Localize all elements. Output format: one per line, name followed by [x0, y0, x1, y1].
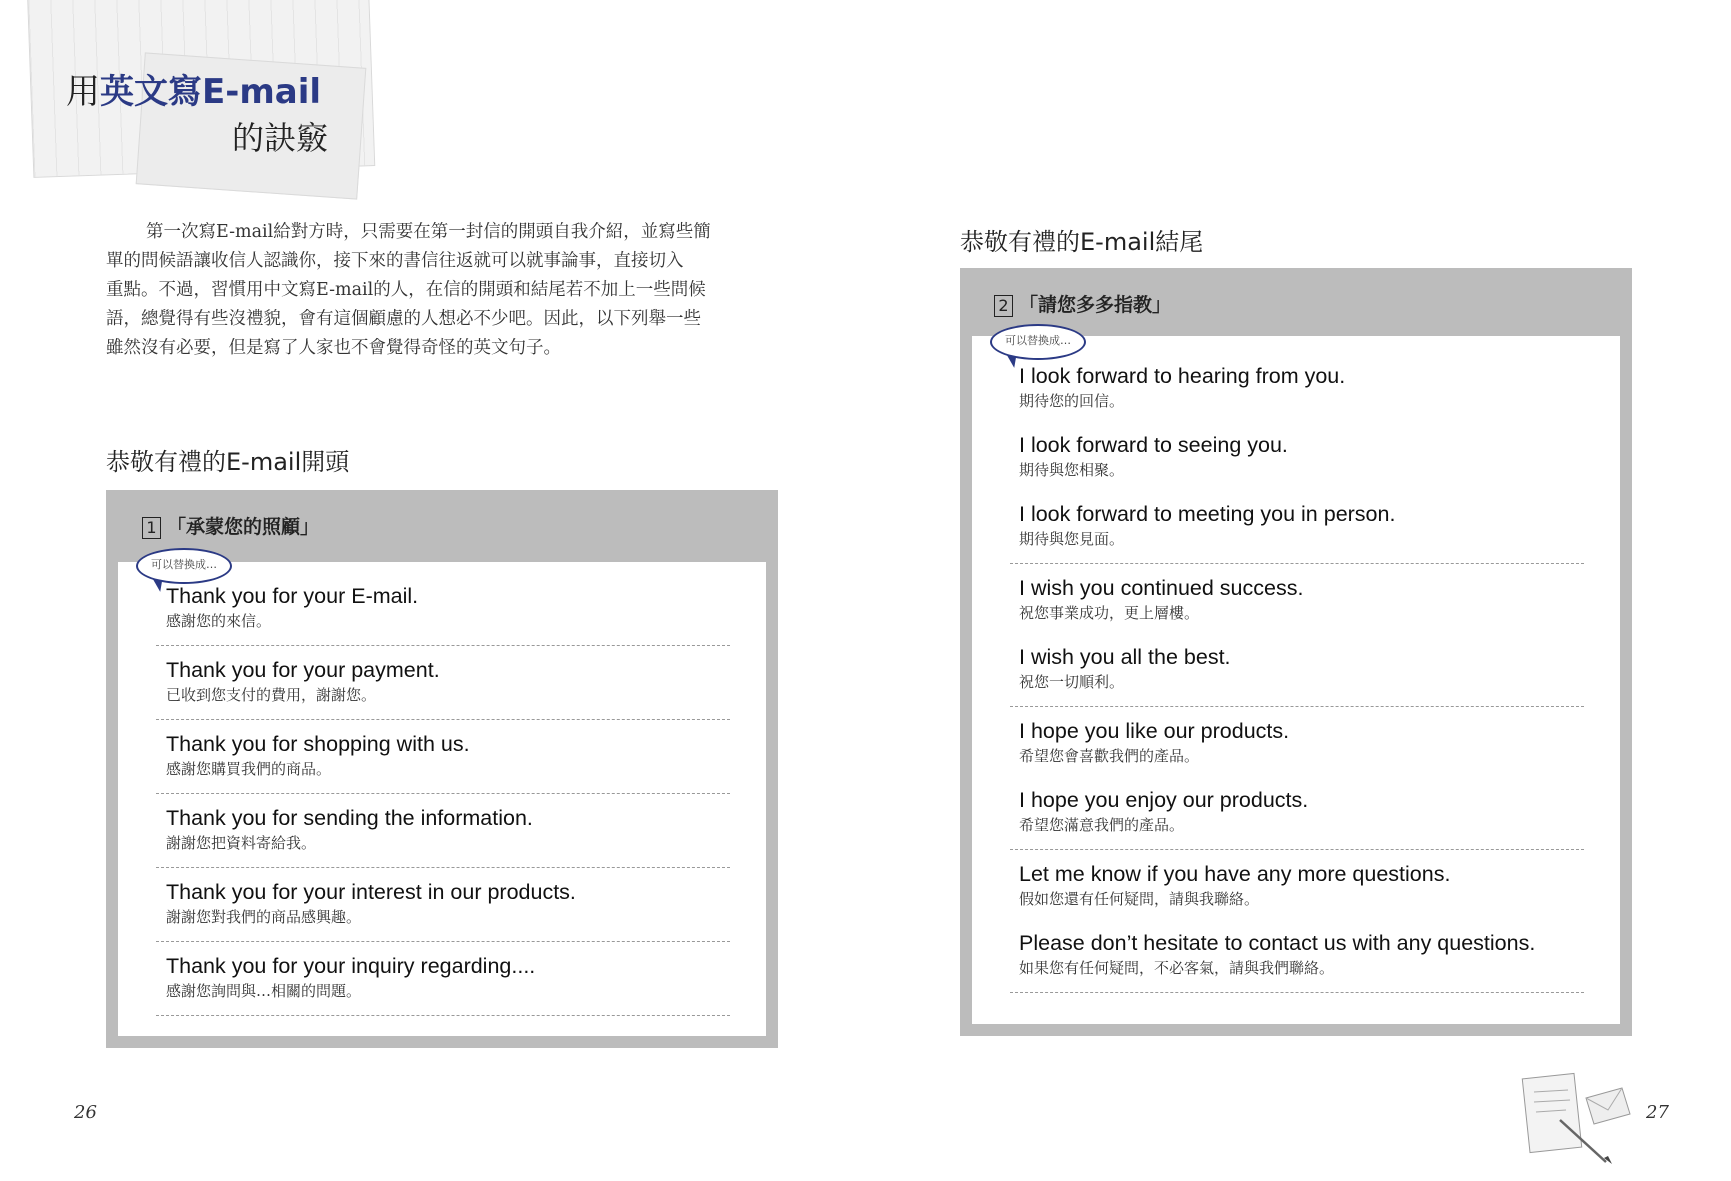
- title-highlight: 英文寫E-mail: [100, 72, 322, 112]
- right-section-heading: 恭敬有禮的E-mail結尾: [960, 228, 1204, 256]
- english-phrase: Thank you for your payment.: [166, 658, 440, 682]
- divider: [156, 645, 730, 646]
- list-item: [166, 658, 440, 705]
- chinese-translation: 感謝您的來信。: [166, 612, 272, 630]
- intro-line: 語，總覺得有些沒禮貌，會有這個顧慮的人想必不少吧。因此，以下列舉一些: [106, 309, 701, 329]
- right-box-title-text: 「請您多多指教」: [1019, 294, 1172, 316]
- title-prefix: 用: [66, 72, 100, 112]
- english-phrase: I hope you like our products.: [1019, 719, 1290, 743]
- divider: [1010, 706, 1584, 707]
- chinese-translation: 已收到您支付的費用，謝謝您。: [166, 686, 377, 704]
- list-item: [1019, 719, 1289, 766]
- chinese-translation: 祝您事業成功，更上層樓。: [1019, 604, 1200, 622]
- box-number: 1: [142, 517, 161, 539]
- divider: [1010, 563, 1584, 564]
- list-item: [1019, 502, 1395, 549]
- english-phrase: Thank you for sending the information.: [166, 806, 533, 830]
- list-item: [1019, 931, 1535, 978]
- chinese-translation: 感謝您購買我們的商品。: [166, 760, 332, 778]
- list-item: [1019, 364, 1345, 411]
- chinese-translation: 期待與您見面。: [1019, 530, 1125, 548]
- list-item: [166, 954, 535, 1001]
- left-section-heading: 恭敬有禮的E-mail開頭: [106, 448, 350, 476]
- chinese-translation: 希望您滿意我們的產品。: [1019, 816, 1185, 834]
- list-item: [1019, 788, 1308, 835]
- english-phrase: Thank you for your inquiry regarding....: [166, 954, 536, 978]
- page-number-left: 26: [74, 1102, 97, 1123]
- divider: [156, 1015, 730, 1016]
- english-phrase: Thank you for your E-mail.: [166, 584, 419, 608]
- chinese-translation: 感謝您詢問與…相關的問題。: [166, 982, 362, 1000]
- intro-line: 單的問候語讓收信人認識你，接下來的書信往返就可以就事論事，直接切入: [106, 251, 684, 271]
- english-phrase: Thank you for shopping with us.: [166, 732, 470, 756]
- list-item: [1019, 862, 1450, 909]
- chinese-translation: 謝謝您把資料寄給我。: [166, 834, 317, 852]
- replace-bubble: 可以替換成…: [136, 548, 232, 584]
- list-item: [166, 732, 470, 779]
- chinese-translation: 假如您還有任何疑問，請與我聯絡。: [1019, 890, 1260, 908]
- right-box-title: [994, 290, 1171, 317]
- list-item: [166, 806, 533, 853]
- chinese-translation: 期待您的回信。: [1019, 392, 1125, 410]
- letters-pen-illustration: [1520, 1070, 1640, 1165]
- divider: [156, 793, 730, 794]
- divider: [156, 941, 730, 942]
- list-item: [166, 584, 418, 631]
- page-number-right: 27: [1646, 1102, 1669, 1123]
- divider: [156, 719, 730, 720]
- divider: [156, 867, 730, 868]
- divider: [1010, 992, 1584, 993]
- intro-line: 重點。不過，習慣用中文寫E-mail的人，在信的開頭和結尾若不加上一些問候: [106, 280, 706, 300]
- list-item: [1019, 576, 1303, 623]
- divider: [1010, 849, 1584, 850]
- left-box-title-text: 「承蒙您的照顧」: [167, 516, 320, 538]
- title-line-2: 的訣竅: [232, 119, 329, 157]
- list-item: [1019, 433, 1288, 480]
- intro-paragraph: [106, 218, 786, 363]
- title-line-1: [66, 64, 328, 113]
- list-item: [166, 880, 576, 927]
- chinese-translation: 期待與您相聚。: [1019, 461, 1125, 479]
- list-item: [1019, 645, 1231, 692]
- english-phrase: Thank you for your interest in our products.: [166, 880, 576, 904]
- page-title: [66, 64, 328, 159]
- english-phrase: I wish you continued success.: [1019, 576, 1304, 600]
- english-phrase: I wish you all the best.: [1019, 645, 1231, 669]
- chinese-translation: 祝您一切順利。: [1019, 673, 1125, 691]
- intro-line: 雖然沒有必要，但是寫了人家也不會覺得奇怪的英文句子。: [106, 338, 561, 358]
- chinese-translation: 如果您有任何疑問，不必客氣，請與我們聯絡。: [1019, 959, 1335, 977]
- intro-line: 第一次寫E-mail給對方時，只需要在第一封信的開頭自我介紹，並寫些簡: [146, 222, 711, 242]
- chinese-translation: 希望您會喜歡我們的產品。: [1019, 747, 1200, 765]
- box-number: 2: [994, 295, 1013, 317]
- left-box-title: [142, 512, 319, 539]
- replace-bubble: 可以替換成…: [990, 324, 1086, 360]
- english-phrase: I look forward to hearing from you.: [1019, 364, 1346, 388]
- english-phrase: I hope you enjoy our products.: [1019, 788, 1309, 812]
- chinese-translation: 謝謝您對我們的商品感興趣。: [166, 908, 362, 926]
- english-phrase: Let me know if you have any more questions.: [1019, 862, 1451, 886]
- english-phrase: I look forward to meeting you in person.: [1019, 502, 1396, 526]
- english-phrase: I look forward to seeing you.: [1019, 433, 1288, 457]
- english-phrase: Please don’t hesitate to contact us with any questions.: [1019, 931, 1536, 955]
